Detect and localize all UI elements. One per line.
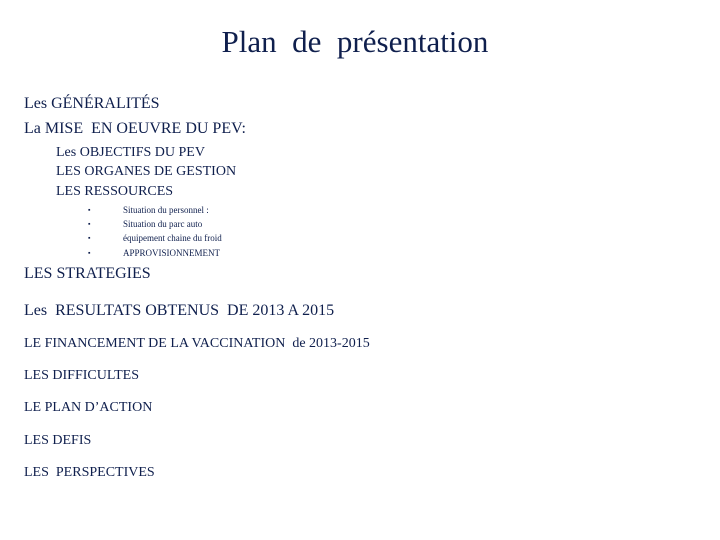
subitem-parc-auto: Situation du parc auto [123, 219, 203, 229]
item-objectifs: Les OBJECTIFS DU PEV [56, 145, 205, 160]
bullet-icon: ▪ [88, 206, 91, 214]
bullet-icon: ▪ [88, 234, 91, 242]
item-difficultes: LES DIFFICULTES [24, 368, 140, 383]
item-plan-action: LE PLAN D’ACTION [24, 400, 153, 415]
item-resultats: Les RESULTATS OBTENUS DE 2013 A 2015 [24, 302, 335, 319]
subitem-personnel: Situation du personnel : [123, 205, 209, 215]
item-mise-en-oeuvre: La MISE EN OEUVRE DU PEV: [24, 120, 246, 137]
item-strategies: LES STRATEGIES [24, 265, 151, 282]
item-perspectives: LES PERSPECTIVES [24, 465, 155, 480]
item-organes: LES ORGANES DE GESTION [56, 164, 237, 179]
subitem-chaine-froid: équipement chaine du froid [123, 233, 222, 243]
item-ressources: LES RESSOURCES [56, 184, 174, 199]
item-defis: LES DEFIS [24, 433, 92, 448]
bullet-icon: ▪ [88, 220, 91, 228]
subitem-approvisionnement: APPROVISIONNEMENT [123, 248, 221, 258]
bullet-icon: ▪ [88, 249, 91, 257]
item-financement: LE FINANCEMENT DE LA VACCINATION de 2013-2015 [24, 336, 370, 351]
slide-title: Plan de présentation [221, 24, 489, 59]
item-generalites: Les GÉNÉRALITÉS [24, 95, 160, 112]
